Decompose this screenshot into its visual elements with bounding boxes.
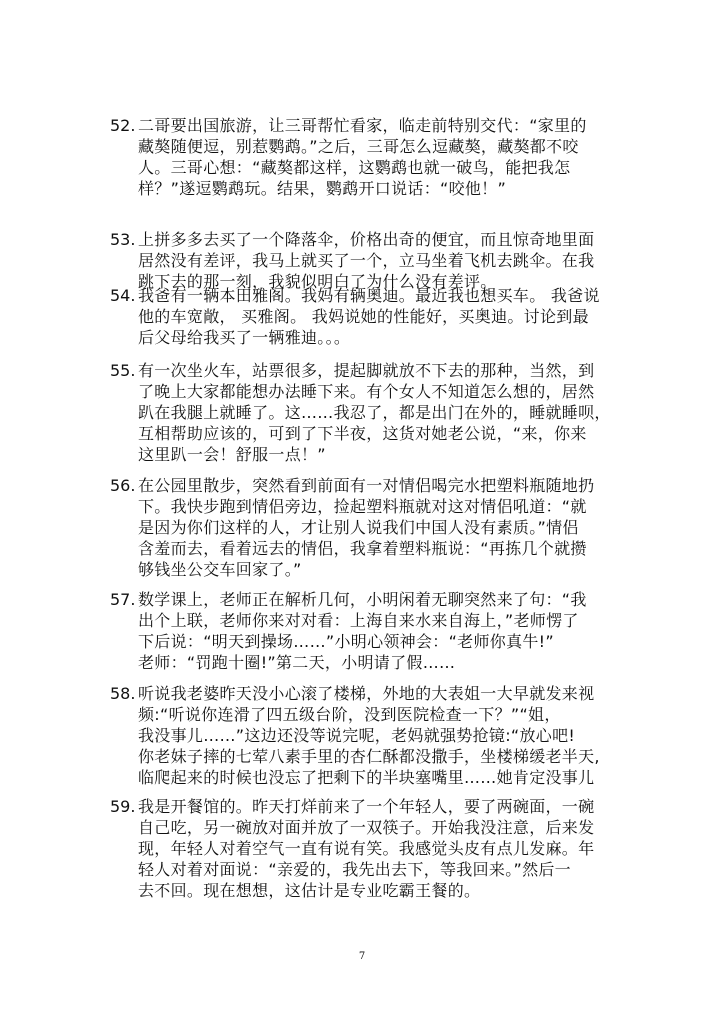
text-line: 藏獒随便逗，别惹鹦鹉。”之后，三哥怎么逗藏獒，藏獒都不咬 — [138, 137, 579, 156]
text-line: 听说我老婆昨天没小心滚了楼梯，外地的大表姐一大早就发来视 — [138, 684, 595, 703]
text-line: 这里趴一会！舒服一点！” — [138, 445, 326, 464]
text-line: 趴在我腿上就睡了。这……我忍了，都是出门在外的，睡就睡呗， — [138, 403, 611, 422]
joke-text — [138, 475, 624, 580]
text-line: 我是开餐馆的。昨天打烊前来了一个年轻人，要了两碗面，一碗 — [138, 797, 595, 816]
text-line: 去不回。现在想想，这估计是专业吃霸王餐的。 — [138, 881, 481, 900]
joke-text — [138, 683, 624, 788]
text-line: 后父母给我买了一辆雅迪。。。 — [138, 328, 351, 347]
text-line: 人。三哥心想：“藏獒都这样，这鹦鹉也就一破鸟，能把我怎 — [138, 158, 571, 177]
joke-number: 58. — [110, 684, 136, 703]
joke-text — [138, 285, 624, 348]
joke-52 — [110, 115, 624, 199]
joke-number: 55. — [110, 361, 136, 380]
joke-number: 54. — [110, 286, 136, 305]
text-line: 他的车宽敞， 买雅阁。 我妈说她的性能好，买奥迪。讨论到最 — [138, 307, 589, 326]
text-line: 数学课上，老师正在解析几何，小明闲着无聊突然来了句：“我 — [138, 590, 587, 609]
page-number: 7 — [358, 951, 366, 962]
text-line: 在公园里散步，突然看到前面有一对情侣喝完水把塑料瓶随地扔 — [138, 476, 595, 495]
joke-text — [138, 229, 624, 292]
joke-55 — [110, 360, 624, 465]
joke-53 — [110, 229, 624, 292]
text-line: 下。我快步跑到情侣旁边，捡起塑料瓶就对这对情侣吼道：“就 — [138, 497, 587, 516]
text-line: 频:“听说你连滑了四五级台阶，没到医院检查一下？”“姐， — [138, 705, 561, 724]
joke-56 — [110, 475, 624, 580]
joke-59 — [110, 796, 624, 901]
joke-number: 53. — [110, 230, 136, 249]
text-line: 下后说：“明天到操场……”小明心领神会：“老师你真牛!” — [138, 632, 554, 651]
joke-58 — [110, 683, 624, 788]
text-line: 上拼多多去买了一个降落伞，价格出奇的便宜，而且惊奇地里面 — [138, 230, 595, 249]
joke-number: 52. — [110, 116, 136, 135]
text-line: 出个上联，老师你来对对看：上海自来水来自海上，”老师愣了 — [138, 611, 579, 630]
text-line: 二哥要出国旅游，让三哥帮忙看家，临走前特别交代：“家里的 — [138, 116, 587, 135]
text-line: 你老妹子摔的七荤八素手里的杏仁酥都没撒手，坐楼梯缓老半天, — [138, 747, 600, 766]
text-line: 样？”遂逗鹦鹉玩。结果，鹦鹉开口说话：“咬他！” — [138, 179, 507, 198]
text-line: 跳下去的那一刻，我貌似明白了为什么没有差评。 — [138, 272, 497, 291]
text-line: 是因为你们这样的人，才让别人说我们中国人没有素质。”情侣 — [138, 518, 579, 537]
text-line: 老师：“罚跑十圈!”第二天，小明请了假…… — [138, 653, 456, 672]
text-line: 轻人对着对面说：“亲爱的，我先出去下，等我回来。”然后一 — [138, 860, 571, 879]
text-line: 自己吃，另一碗放对面并放了一双筷子。开始我没注意，后来发 — [138, 818, 595, 837]
joke-text — [138, 589, 624, 673]
text-line: 临爬起来的时候也没忘了把剩下的半块塞嘴里……她肯定没事儿 — [138, 768, 595, 787]
text-line: 我没事儿……”这边还没等说完呢，老妈就强势抢镜:“放心吧! — [138, 726, 576, 745]
text-line: 够钱坐公交车回家了。” — [138, 560, 302, 579]
joke-54 — [110, 285, 624, 348]
text-line: 有一次坐火车，站票很多，提起脚就放不下去的那种，当然，到 — [138, 361, 595, 380]
joke-number: 59. — [110, 797, 136, 816]
text-line: 了晚上大家都能想办法睡下来。有个女人不知道怎么想的，居然 — [138, 382, 595, 401]
text-line: 含羞而去，看着远去的情侣，我拿着塑料瓶说：“再拣几个就攒 — [138, 539, 587, 558]
joke-number: 57. — [110, 590, 136, 609]
text-line: 居然没有差评，我马上就买了一个，立马坐着飞机去跳伞。在我 — [138, 251, 595, 270]
text-line: 互相帮助应该的，可到了下半夜，这货对她老公说，“来，你来 — [138, 424, 587, 443]
joke-text — [138, 796, 624, 901]
joke-number: 56. — [110, 476, 136, 495]
joke-57 — [110, 589, 624, 673]
joke-text — [138, 360, 624, 465]
text-line: 现，年轻人对着空气一直有说有笑。我感觉头皮有点儿发麻。年 — [138, 839, 595, 858]
text-line: 我爸有一辆本田雅阁。我妈有辆奥迪。最近我也想买车。 我爸说 — [138, 286, 600, 305]
joke-text — [138, 115, 624, 199]
